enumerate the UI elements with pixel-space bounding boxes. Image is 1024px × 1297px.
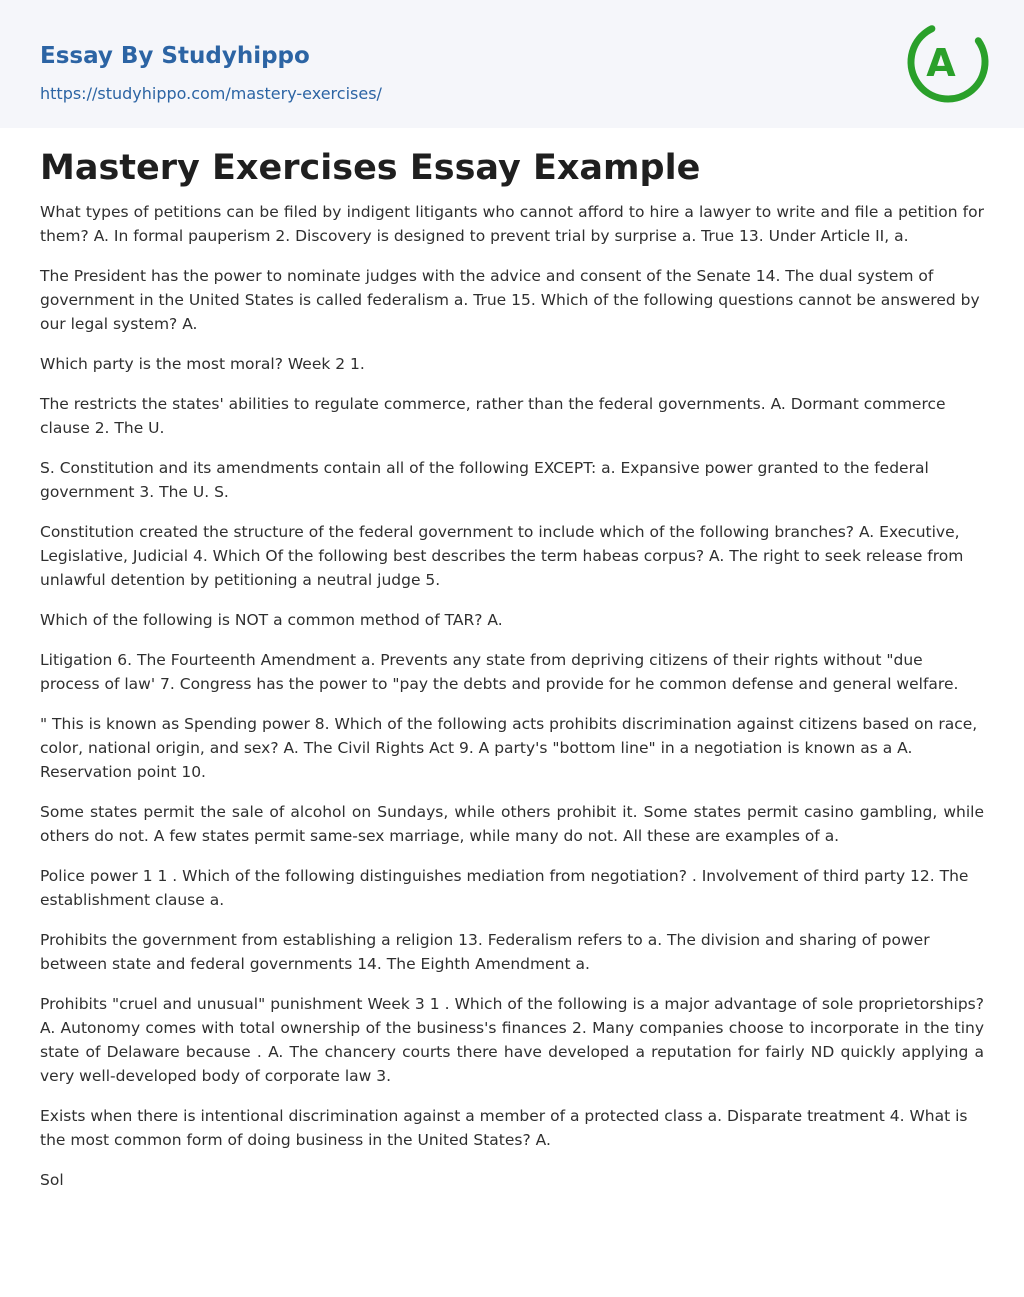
essay-paragraph: Sol [40,1171,64,1189]
essay-paragraph: " This is known as Spending power 8. Which of the following acts prohibits discrimination against citizens based on race, color, national origin, and sex? A. The Civil Rights Act 9. A party's "bottom line" in a negotiation is known as a A. Reservation point 10. [40,715,978,781]
essay-paragraph: Which party is the most moral? Week 2 1. [40,355,365,373]
site-header [0,0,1024,128]
brand-title[interactable]: Essay By Studyhippo [40,43,310,69]
essay-paragraph: Constitution created the structure of the federal government to include which of the following branches? A. Executive, Legislative, Judicial 4. Which Of the following best describes the term habeas corpus? A. The right to seek release from unlawful detention by petitioning a neutral judge 5. [40,523,964,589]
essay-paragraph: Some states permit the sale of alcohol on Sundays, while others prohibit it. Some states permit casino gambling, while others do not. A few states permit same-sex marriage, while many do not. All these are examples of a. [40,803,984,845]
essay-paragraph: Exists when there is intentional discrimination against a member of a protected class a. Disparate treatment 4. What is the most common form of doing business in the United States? A. [40,1107,968,1149]
essay-paragraph: Prohibits the government from establishing a religion 13. Federalism refers to a. The division and sharing of power between state and federal governments 14. The Eighth Amendment a. [40,931,930,973]
essay-body [40,200,984,1208]
essay-paragraph: Litigation 6. The Fourteenth Amendment a. Prevents any state from depriving citizens of their rights without "due process of law' 7. Congress has the power to "pay the debts and provide for he common defense and general welfare. [40,651,959,693]
page-title: Mastery Exercises Essay Example [40,148,701,188]
essay-paragraph: What types of petitions can be filed by indigent litigants who cannot afford to hire a lawyer to write and file a petition for them? A. In formal pauperism 2. Discovery is designed to prevent trial by surprise a. True 13. Under Article II, a. [40,203,984,245]
essay-paragraph: S. Constitution and its amendments contain all of the following EXCEPT: a. Expansive power granted to the federal government 3. The U. S. [40,459,929,501]
source-url-link[interactable]: https://studyhippo.com/mastery-exercises/ [40,84,382,103]
essay-paragraph: The President has the power to nominate judges with the advice and consent of the Senate 14. The dual system of government in the United States is called federalism a. True 15. Which of the following questions cannot be answered by our legal system? A. [40,267,980,333]
logo-letter: A [926,41,956,85]
essay-paragraph: The restricts the states' abilities to regulate commerce, rather than the federal governments. A. Dormant commerce clause 2. The U. [40,395,946,437]
essay-paragraph: Police power 1 1 . Which of the following distinguishes mediation from negotiation? . Involvement of third party 12. The establishment clause a. [40,867,969,909]
essay-paragraph: Prohibits "cruel and unusual" punishment Week 3 1 . Which of the following is a major advantage of sole proprietorships? A. Autonomy comes with total ownership of the business's finances 2. Many companies choose to incorporate in the tiny state of Delaware because . A. The chancery courts there have developed a reputation for fairly ND quickly applying a very well-developed body of corporate law 3. [40,995,984,1085]
essay-paragraph: Which of the following is NOT a common method of TAR? A. [40,611,503,629]
studyhippo-logo-icon[interactable] [906,18,990,106]
